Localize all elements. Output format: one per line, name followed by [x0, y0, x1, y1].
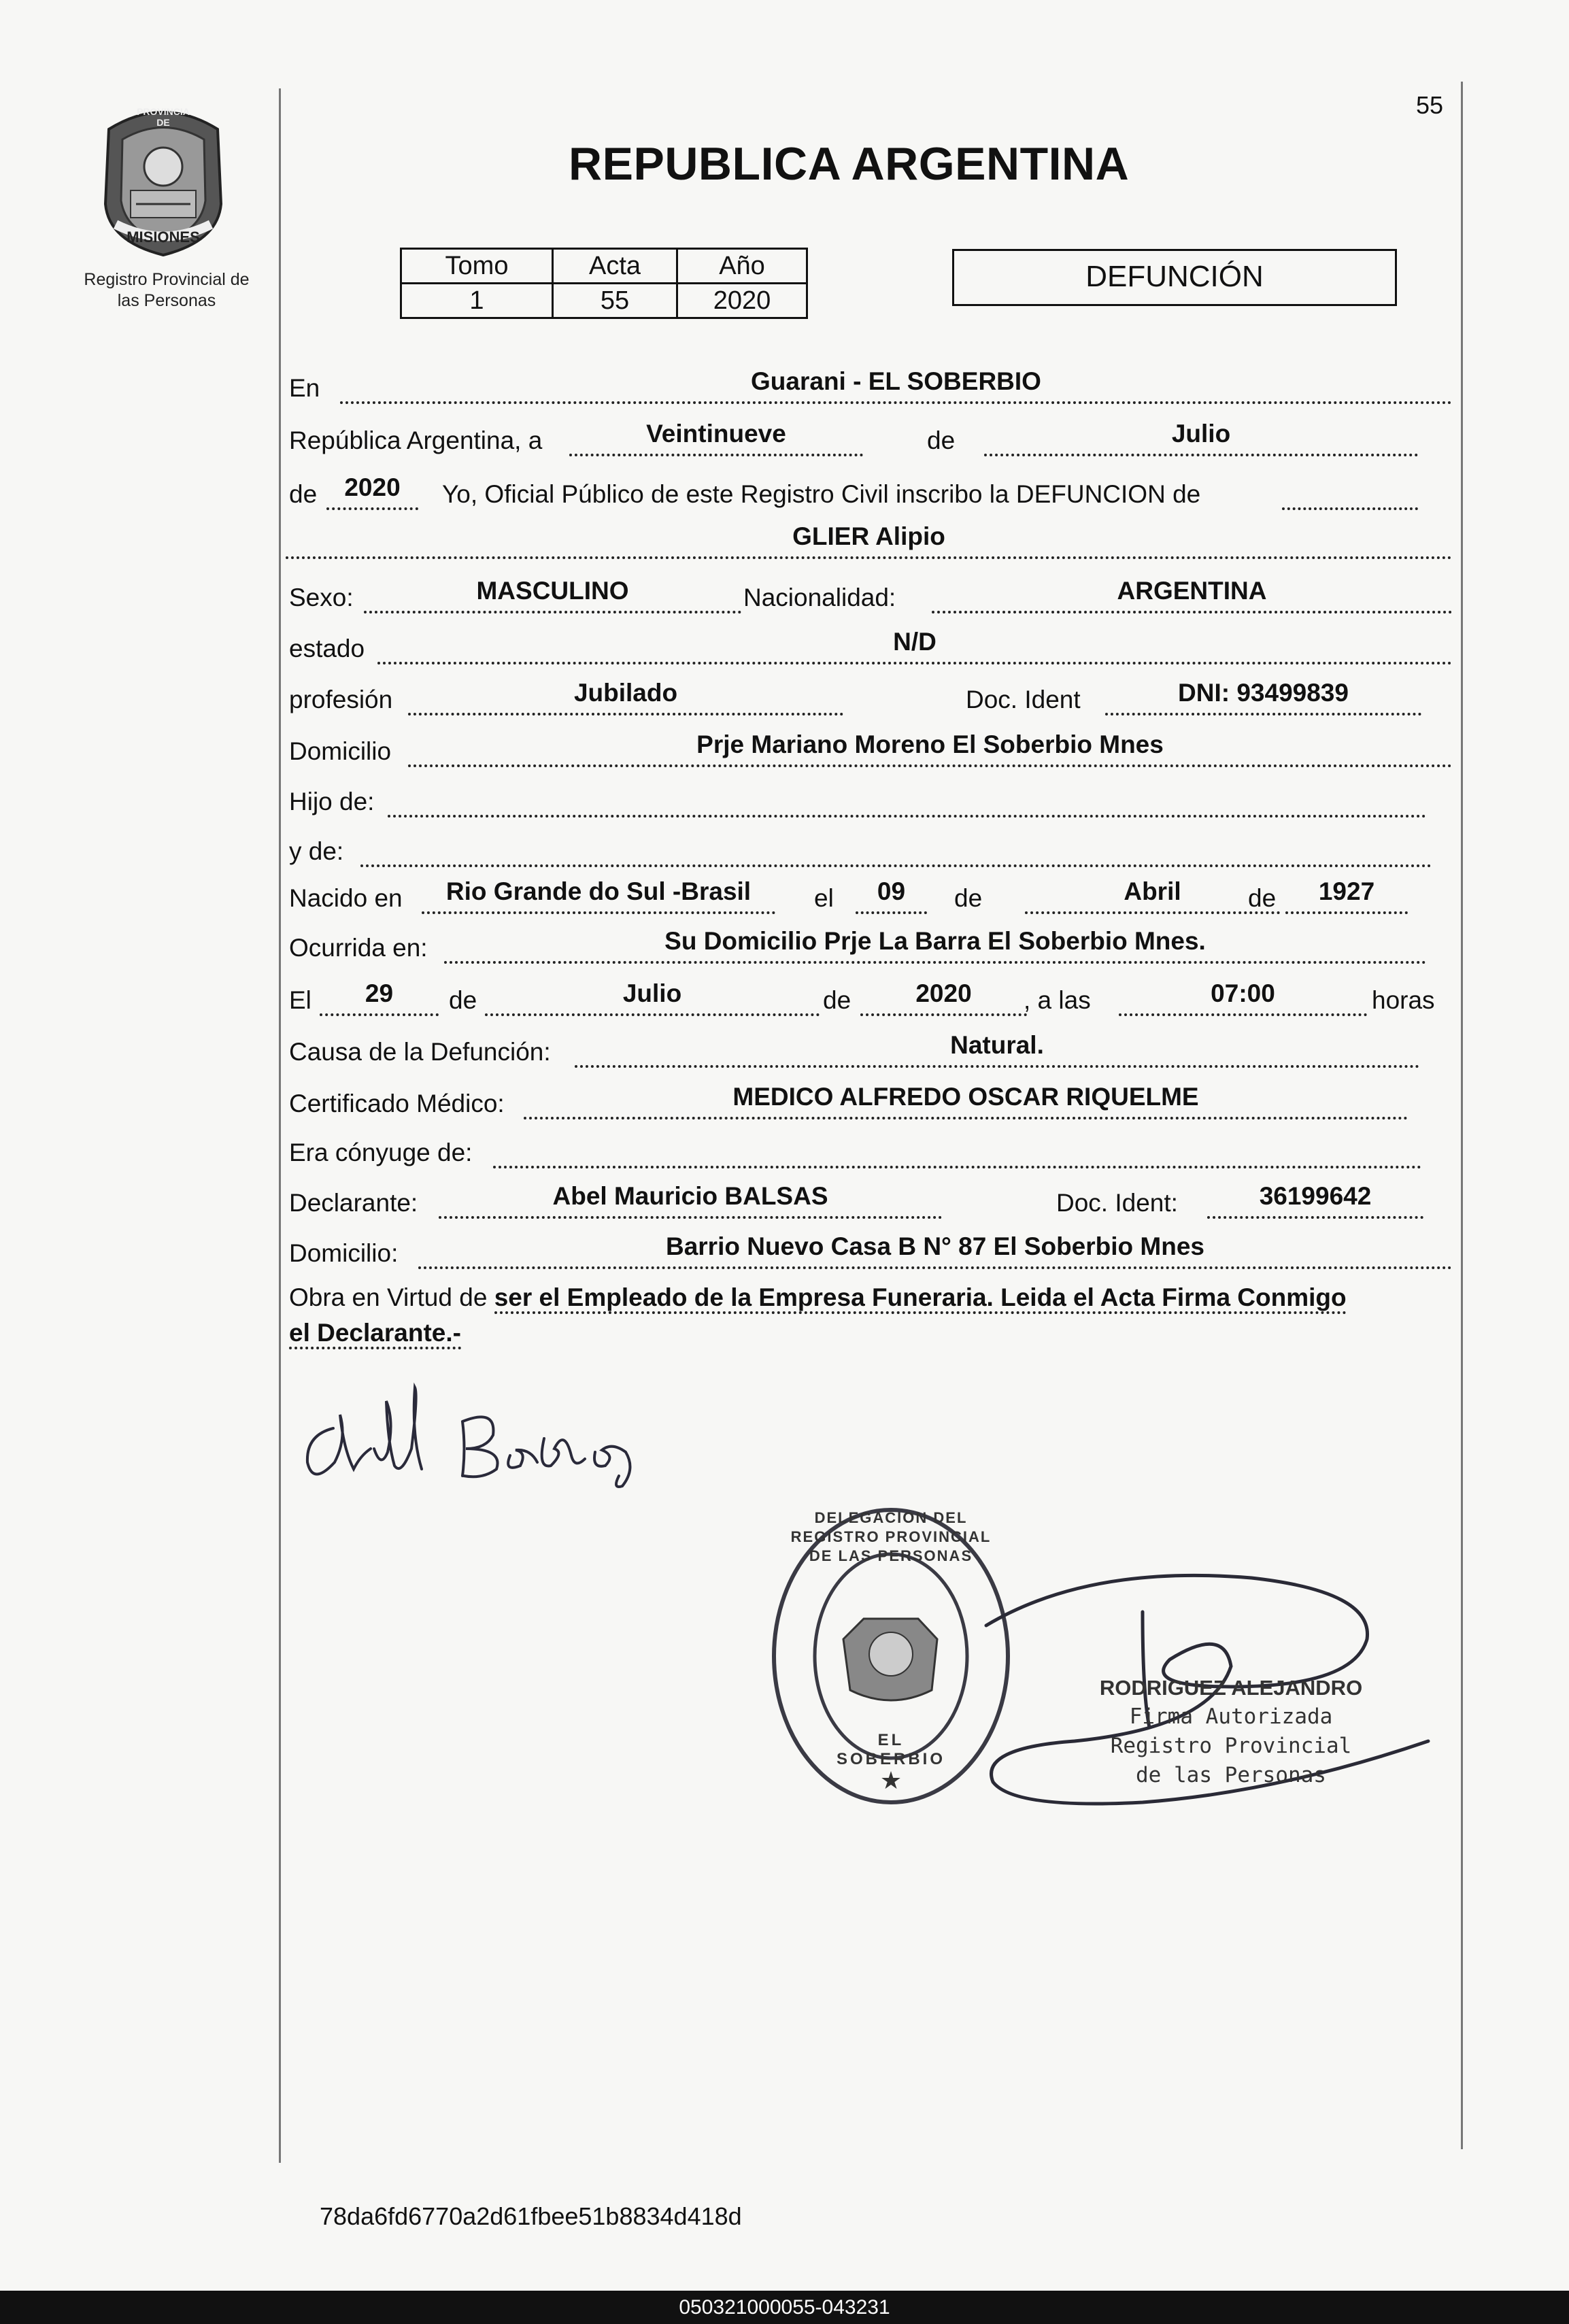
label-alas: , a las: [1024, 986, 1091, 1014]
field-yde: [360, 835, 1432, 867]
field-profesion: [408, 679, 843, 715]
field-death-day: [320, 979, 439, 1016]
table-value-anio: 2020: [677, 284, 807, 318]
field-death-year: [860, 979, 1027, 1016]
table-value-tomo: 1: [401, 284, 553, 318]
authorized-signature-block: [1047, 1673, 1415, 1790]
value-nacido: Rio Grande do Sul -Brasil: [445, 877, 752, 905]
value-obra-line2: el Declarante.-: [289, 1319, 461, 1349]
label-de-4: de: [1248, 884, 1277, 912]
auth-line1: Firma Autorizada: [1129, 1704, 1333, 1729]
label-inscribo: Yo, Oficial Público de este Registro Civil inscribo la DEFUNCION de: [442, 480, 1201, 508]
field-domicilio: [408, 730, 1452, 767]
line-profesion: [289, 680, 1421, 720]
field-decl-doc: [1207, 1182, 1423, 1219]
label-nacionalidad: Nacionalidad:: [743, 584, 896, 611]
auth-line3: de las Personas: [1136, 1763, 1326, 1787]
registry-label-line1: Registro Provincial de: [84, 270, 250, 289]
line-yde: [289, 832, 1432, 871]
label-hijo: Hijo de:: [289, 788, 375, 815]
value-estado: N/D: [893, 628, 937, 656]
label-nacido: Nacido en: [289, 884, 403, 912]
value-domicilio: Prje Mariano Moreno El Soberbio Mnes: [696, 730, 1164, 758]
label-causa: Causa de la Defunción:: [289, 1038, 551, 1066]
table-header-tomo: Tomo: [401, 249, 553, 284]
label-en: En: [289, 374, 320, 402]
document-hash: 78da6fd6770a2d61fbee51b8834d418d: [320, 2202, 742, 2230]
label-de-5: de: [449, 986, 477, 1014]
value-death-year: 2020: [915, 979, 972, 1007]
field-birth-month: [1025, 877, 1280, 914]
table-value-acta: 55: [553, 284, 677, 318]
right-margin-line: [1461, 82, 1463, 2149]
value-death-month: Julio: [622, 979, 682, 1007]
registry-label-line2: las Personas: [117, 291, 216, 310]
line-nacido: [289, 879, 1408, 918]
table-header-anio: Año: [677, 249, 807, 284]
label-obra: Obra en Virtud de: [289, 1283, 488, 1311]
field-death-time: [1119, 979, 1367, 1016]
value-en: Guarani - EL SOBERBIO: [751, 367, 1041, 395]
value-death-day: 29: [365, 979, 394, 1007]
line-hijo: [289, 782, 1426, 822]
line-fecha: [289, 421, 1418, 460]
value-decl-doc: 36199642: [1259, 1182, 1372, 1210]
value-sexo: MASCULINO: [476, 577, 629, 605]
label-declarante: Declarante:: [289, 1189, 418, 1217]
field-hijo: [388, 785, 1426, 818]
label-decl-doc: Doc. Ident:: [1056, 1189, 1178, 1217]
field-nacionalidad: [932, 577, 1452, 613]
record-number-table: [400, 248, 808, 319]
table-header-acta: Acta: [553, 249, 677, 284]
line-fecha-defuncion: [289, 981, 1445, 1020]
label-certificado: Certificado Médico:: [289, 1090, 505, 1117]
value-profesion: Jubilado: [573, 679, 678, 707]
value-doc-ident: DNI: 93499839: [1178, 679, 1349, 707]
field-conyuge: [493, 1136, 1421, 1168]
value-birth-year: 1927: [1318, 877, 1375, 905]
field-causa: [575, 1031, 1419, 1068]
value-day: Veintinueve: [646, 420, 786, 448]
label-el-2: El: [289, 986, 311, 1014]
label-el-1: el: [814, 884, 834, 912]
field-death-month: [485, 979, 820, 1016]
value-causa: Natural.: [950, 1031, 1044, 1059]
line-ocurrida: [289, 928, 1426, 968]
line-conyuge: [289, 1133, 1421, 1173]
label-sexo: Sexo:: [289, 584, 354, 611]
value-declarante: Abel Mauricio BALSAS: [552, 1182, 828, 1210]
field-birth-day: [856, 877, 927, 914]
field-certificado: [524, 1083, 1408, 1119]
stamp-inner-text: EL SOBERBIO: [837, 1731, 946, 1768]
declarant-signature: [292, 1374, 673, 1489]
line-name: [286, 524, 1452, 563]
record-table-value-row: [401, 284, 807, 318]
label-de-1: de: [927, 426, 956, 454]
barcode-id: 050321000055-043231: [0, 2291, 1569, 2324]
label-de-3: de: [954, 884, 983, 912]
label-profesion: profesión: [289, 686, 393, 713]
record-type-box: DEFUNCIÓN: [952, 249, 1397, 306]
record-table-header-row: [401, 249, 807, 284]
value-birth-day: 09: [877, 877, 906, 905]
line-declarante: [289, 1183, 1423, 1223]
line-sexo: [289, 578, 1452, 618]
value-decl-domicilio: Barrio Nuevo Casa B N° 87 El Soberbio Mnes: [665, 1232, 1204, 1260]
label-de-6: de: [823, 986, 851, 1014]
field-estado: [377, 628, 1452, 664]
label-ocurrida: Ocurrida en:: [289, 934, 428, 962]
label-decl-domicilio: Domicilio:: [289, 1239, 399, 1267]
label-de-2: de: [289, 480, 318, 508]
value-death-time: 07:00: [1211, 979, 1275, 1007]
obra-en-virtud: [289, 1280, 1459, 1351]
seal-text-top: PROVINCIA DE: [137, 106, 190, 128]
field-month: [984, 420, 1418, 456]
field-year: [326, 473, 418, 510]
value-month: Julio: [1171, 420, 1231, 448]
provincial-seal: [88, 102, 238, 258]
value-obra-line1: ser el Empleado de la Empresa Funeraria. Leida el Acta Firma Conmigo: [494, 1283, 1347, 1314]
label-conyuge: Era cónyuge de:: [289, 1139, 473, 1166]
line-certificado: [289, 1084, 1408, 1124]
page-number: 55: [1416, 91, 1444, 119]
value-birth-month: Abril: [1124, 877, 1181, 905]
label-domicilio: Domicilio: [289, 737, 392, 765]
field-declarante: [439, 1182, 942, 1219]
field-name: [286, 522, 1452, 559]
field-decl-domicilio: [418, 1232, 1452, 1269]
field-doc-ident: [1105, 679, 1421, 715]
label-yde: y de:: [289, 837, 344, 865]
field-sexo: [364, 577, 741, 613]
auth-line2: Registro Provincial: [1110, 1734, 1352, 1758]
line-en: [289, 369, 1452, 408]
value-year: 2020: [344, 473, 401, 501]
line-decl-domicilio: [289, 1234, 1452, 1273]
stamp-ring-text: DELEGACION DEL REGISTRO PROVINCIAL DE LAS PERSONAS: [790, 1509, 992, 1564]
label-estado: estado: [289, 635, 365, 662]
line-causa: [289, 1032, 1419, 1072]
field-en: [340, 367, 1452, 404]
field-birth-year: [1285, 877, 1408, 914]
left-margin-line: [279, 88, 281, 2163]
field-inscribo-end: [1282, 477, 1418, 510]
line-domicilio: [289, 732, 1452, 771]
label-republica: República Argentina, a: [289, 426, 543, 454]
registry-label: [54, 269, 279, 311]
field-nacido: [422, 877, 775, 914]
label-horas: horas: [1372, 986, 1435, 1014]
page-title: REPUBLICA ARGENTINA: [569, 138, 1130, 190]
field-ocurrida: [444, 927, 1426, 964]
value-nacionalidad: ARGENTINA: [1117, 577, 1267, 605]
official-name: RODRIGUEZ ALEJANDRO: [1099, 1676, 1363, 1700]
line-estado: [289, 629, 1452, 669]
value-ocurrida: Su Domicilio Prje La Barra El Soberbio Mnes.: [664, 927, 1206, 955]
svg-text:★: ★: [879, 1766, 902, 1794]
field-day: [569, 420, 863, 456]
label-doc-ident: Doc. Ident: [966, 686, 1081, 713]
seal-text-bottom: MISIONES: [126, 229, 200, 246]
value-certificado: MEDICO ALFREDO OSCAR RIQUELME: [732, 1083, 1199, 1111]
value-name: GLIER Alipio: [792, 522, 945, 550]
line-year: [289, 475, 1418, 514]
